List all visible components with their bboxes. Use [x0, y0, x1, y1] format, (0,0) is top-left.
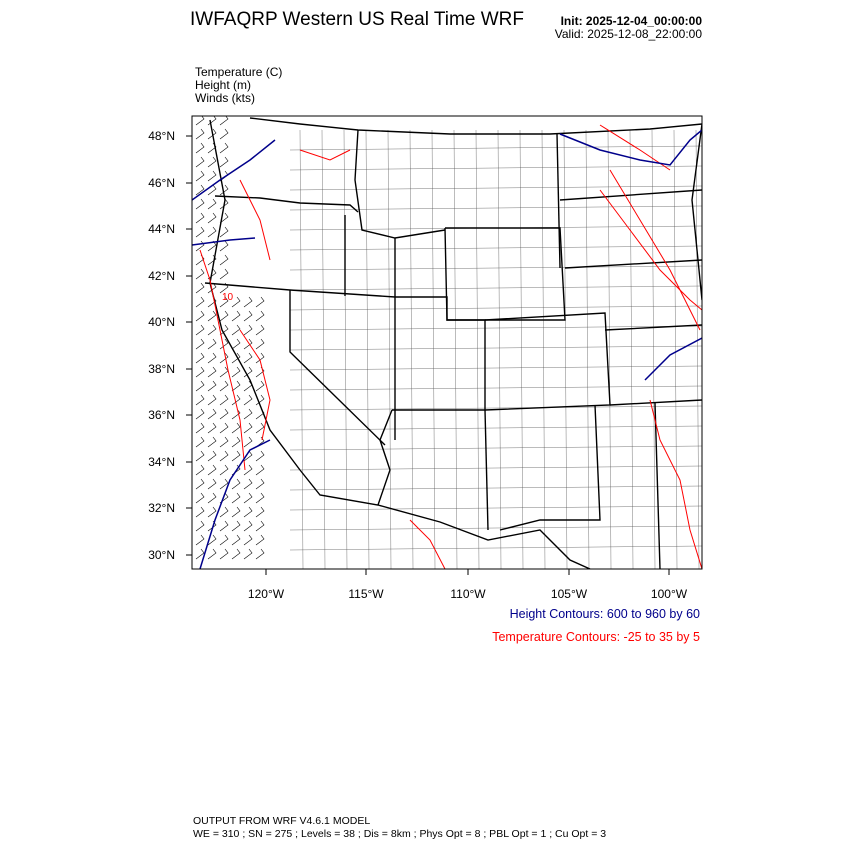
- wind-barb: [196, 227, 204, 237]
- lon-tick-label: 120°W: [247, 587, 285, 601]
- wind-barb: [208, 157, 216, 167]
- state-border: [560, 190, 702, 200]
- wind-barb: [208, 423, 216, 433]
- lon-tick-label: 100°W: [650, 587, 688, 601]
- county-line: [290, 246, 702, 250]
- wind-barb: [244, 395, 252, 405]
- wind-barb: [256, 423, 264, 433]
- wind-barb: [220, 535, 228, 545]
- wind-barb: [220, 507, 228, 517]
- county-line: [542, 130, 545, 569]
- county-line: [290, 446, 702, 450]
- wind-barb: [220, 409, 228, 419]
- county-line: [290, 286, 702, 290]
- map-frame: [192, 116, 702, 569]
- field-label-temperature: Temperature (C): [195, 65, 283, 79]
- wind-barb: [208, 171, 216, 181]
- wind-barb: [220, 451, 228, 461]
- wind-barb: [196, 395, 204, 405]
- wind-barb: [220, 129, 228, 139]
- wind-barb: [220, 381, 228, 391]
- county-line: [520, 130, 523, 569]
- wind-barb: [256, 535, 264, 545]
- wind-barb: [196, 311, 204, 321]
- wind-barb: [196, 255, 204, 265]
- wind-barb: [232, 493, 240, 503]
- wind-barb: [256, 325, 264, 335]
- wind-barb: [220, 521, 228, 531]
- wind-barb: [196, 409, 204, 419]
- temperature-contours: [200, 125, 702, 569]
- figure-title: IWFAQRP Western US Real Time WRF: [190, 9, 524, 30]
- county-line: [454, 130, 457, 569]
- wind-barb: [196, 157, 204, 167]
- county-line: [630, 130, 633, 569]
- wind-barb: [220, 143, 228, 153]
- wind-barb: [256, 479, 264, 489]
- county-line: [432, 130, 435, 569]
- wind-barb: [232, 339, 240, 349]
- lon-tick-label: 110°W: [450, 587, 486, 601]
- wind-barb: [220, 157, 228, 167]
- lat-tick-label: 44°N: [148, 222, 175, 236]
- wind-barb: [256, 493, 264, 503]
- county-borders: [290, 130, 702, 569]
- county-line: [290, 386, 702, 390]
- state-border: [392, 297, 485, 410]
- temperature-contour: [410, 520, 445, 569]
- wind-barb: [220, 241, 228, 251]
- lat-tick-label: 42°N: [148, 269, 175, 283]
- wind-barb: [256, 451, 264, 461]
- wind-barb: [244, 311, 252, 321]
- wind-barb: [196, 493, 204, 503]
- wind-barb: [196, 367, 204, 377]
- wind-barb: [196, 507, 204, 517]
- wind-barb: [220, 311, 228, 321]
- height-contour-legend: Height Contours: 600 to 960 by 60: [509, 607, 700, 621]
- wind-barb: [220, 269, 228, 279]
- wind-barb: [196, 171, 204, 181]
- wind-barb: [220, 255, 228, 265]
- wind-barb: [244, 409, 252, 419]
- temperature-contour: [240, 180, 270, 260]
- wind-barb: [196, 297, 204, 307]
- wind-barb: [208, 339, 216, 349]
- wind-barb: [220, 367, 228, 377]
- wind-barb: [196, 451, 204, 461]
- wind-barb: [220, 395, 228, 405]
- lat-tick-label: 36°N: [148, 408, 175, 422]
- wind-barb: [220, 465, 228, 475]
- wind-barb: [196, 437, 204, 447]
- county-line: [290, 366, 702, 370]
- init-time: Init: 2025-12-04_00:00:00: [560, 14, 702, 28]
- wind-barb: [196, 129, 204, 139]
- wind-barb: [196, 143, 204, 153]
- wind-barb: [208, 465, 216, 475]
- wind-barb: [232, 507, 240, 517]
- wind-barb: [196, 199, 204, 209]
- temperature-contour: [240, 330, 270, 440]
- wind-barb: [208, 451, 216, 461]
- wind-barb: [232, 437, 240, 447]
- footer-config: WE = 310 ; SN = 275 ; Levels = 38 ; Dis = 8km ; Phys Opt = 8 ; PBL Opt = 1 ; Cu Opt = 3: [193, 828, 607, 840]
- county-line: [290, 306, 702, 310]
- temperature-contour: [600, 190, 702, 310]
- lat-tick-label: 46°N: [148, 176, 175, 190]
- wind-barb: [256, 297, 264, 307]
- wind-barb: [256, 339, 264, 349]
- wind-barb: [196, 269, 204, 279]
- wind-barb: [208, 409, 216, 419]
- wind-barb: [232, 325, 240, 335]
- county-line: [290, 146, 702, 150]
- wind-barb: [208, 325, 216, 335]
- height-contour: [192, 140, 275, 200]
- county-line: [498, 130, 501, 569]
- wind-barb: [208, 395, 216, 405]
- height-contour: [560, 130, 702, 165]
- wind-barb: [220, 437, 228, 447]
- wind-barb: [256, 381, 264, 391]
- wind-barb: [244, 493, 252, 503]
- wind-barb: [244, 549, 252, 559]
- wind-barb: [232, 479, 240, 489]
- county-line: [290, 266, 702, 270]
- field-label-height: Height (m): [195, 78, 252, 92]
- wind-barb: [232, 423, 240, 433]
- wind-barb: [244, 423, 252, 433]
- wind-barb: [244, 297, 252, 307]
- wind-barb: [196, 465, 204, 475]
- wind-barb: [208, 367, 216, 377]
- wind-barb: [244, 507, 252, 517]
- lat-tick-label: 48°N: [148, 129, 175, 143]
- wind-barb: [196, 213, 204, 223]
- wind-barb: [244, 353, 252, 363]
- wind-barb: [232, 549, 240, 559]
- wind-barb: [196, 423, 204, 433]
- valid-time: Valid: 2025-12-08_22:00:00: [554, 27, 702, 41]
- wind-barb: [220, 549, 228, 559]
- temperature-contour-legend: Temperature Contours: -25 to 35 by 5: [492, 630, 700, 644]
- wind-barb: [244, 521, 252, 531]
- county-line: [696, 130, 699, 569]
- county-line: [290, 526, 702, 530]
- wind-barb: [208, 213, 216, 223]
- wind-barb: [244, 479, 252, 489]
- county-line: [290, 486, 702, 490]
- lon-tick-label: 115°W: [348, 587, 384, 601]
- wind-barbs: [196, 115, 264, 559]
- state-borders: [205, 118, 702, 569]
- wind-barb: [196, 479, 204, 489]
- wind-barb: [196, 241, 204, 251]
- lat-tick-label: 30°N: [148, 548, 175, 562]
- state-border: [610, 400, 702, 405]
- wind-barb: [196, 325, 204, 335]
- wind-barb: [232, 521, 240, 531]
- wind-barb: [196, 535, 204, 545]
- wind-barb: [232, 381, 240, 391]
- contour-label: 10: [222, 292, 234, 303]
- wind-barb: [256, 521, 264, 531]
- state-border: [445, 228, 565, 320]
- county-line: [290, 546, 702, 550]
- county-line: [290, 466, 702, 470]
- county-line: [388, 130, 391, 569]
- wind-barb: [244, 465, 252, 475]
- wind-barb: [244, 325, 252, 335]
- county-line: [476, 130, 479, 569]
- county-line: [290, 186, 702, 190]
- wind-barb: [244, 535, 252, 545]
- wind-barb: [220, 227, 228, 237]
- wind-barb: [208, 437, 216, 447]
- wind-barb: [208, 493, 216, 503]
- county-line: [564, 130, 567, 569]
- state-border: [205, 283, 395, 297]
- lon-tick-label: 105°W: [550, 587, 588, 601]
- county-line: [652, 130, 655, 569]
- wind-barb: [208, 227, 216, 237]
- lat-tick-label: 34°N: [148, 455, 175, 469]
- county-line: [290, 506, 702, 510]
- footer-model: OUTPUT FROM WRF V4.6.1 MODEL: [193, 815, 371, 827]
- county-line: [410, 130, 413, 569]
- wind-barb: [232, 297, 240, 307]
- wind-barb: [232, 311, 240, 321]
- county-line: [290, 346, 702, 350]
- wind-barb: [232, 535, 240, 545]
- wind-barb: [232, 451, 240, 461]
- field-label-winds: Winds (kts): [195, 91, 255, 105]
- wind-barb: [244, 437, 252, 447]
- lat-tick-label: 40°N: [148, 315, 175, 329]
- county-line: [586, 130, 589, 569]
- state-border: [655, 403, 660, 569]
- wind-barb: [196, 339, 204, 349]
- state-border: [355, 130, 445, 238]
- county-line: [674, 130, 677, 569]
- wind-barb: [232, 367, 240, 377]
- county-line: [290, 426, 702, 430]
- wind-barb: [208, 199, 216, 209]
- county-line: [300, 130, 303, 569]
- wind-barb: [256, 465, 264, 475]
- wind-barb: [220, 423, 228, 433]
- wind-barb: [256, 549, 264, 559]
- wind-barb: [256, 507, 264, 517]
- county-line: [290, 166, 702, 170]
- wind-barb: [208, 311, 216, 321]
- state-border: [290, 290, 385, 445]
- wind-barb: [196, 521, 204, 531]
- temperature-contour: [300, 150, 350, 160]
- wind-barb: [196, 353, 204, 363]
- wind-barb: [208, 507, 216, 517]
- lat-tick-label: 32°N: [148, 501, 175, 515]
- wind-barb: [244, 339, 252, 349]
- wind-barb: [208, 549, 216, 559]
- wind-barb: [256, 311, 264, 321]
- wind-barb: [196, 381, 204, 391]
- wind-barb: [208, 479, 216, 489]
- lat-tick-label: 38°N: [148, 362, 175, 376]
- wind-barb: [196, 283, 204, 293]
- wind-barb: [208, 353, 216, 363]
- wind-barb: [208, 381, 216, 391]
- state-border: [557, 134, 560, 268]
